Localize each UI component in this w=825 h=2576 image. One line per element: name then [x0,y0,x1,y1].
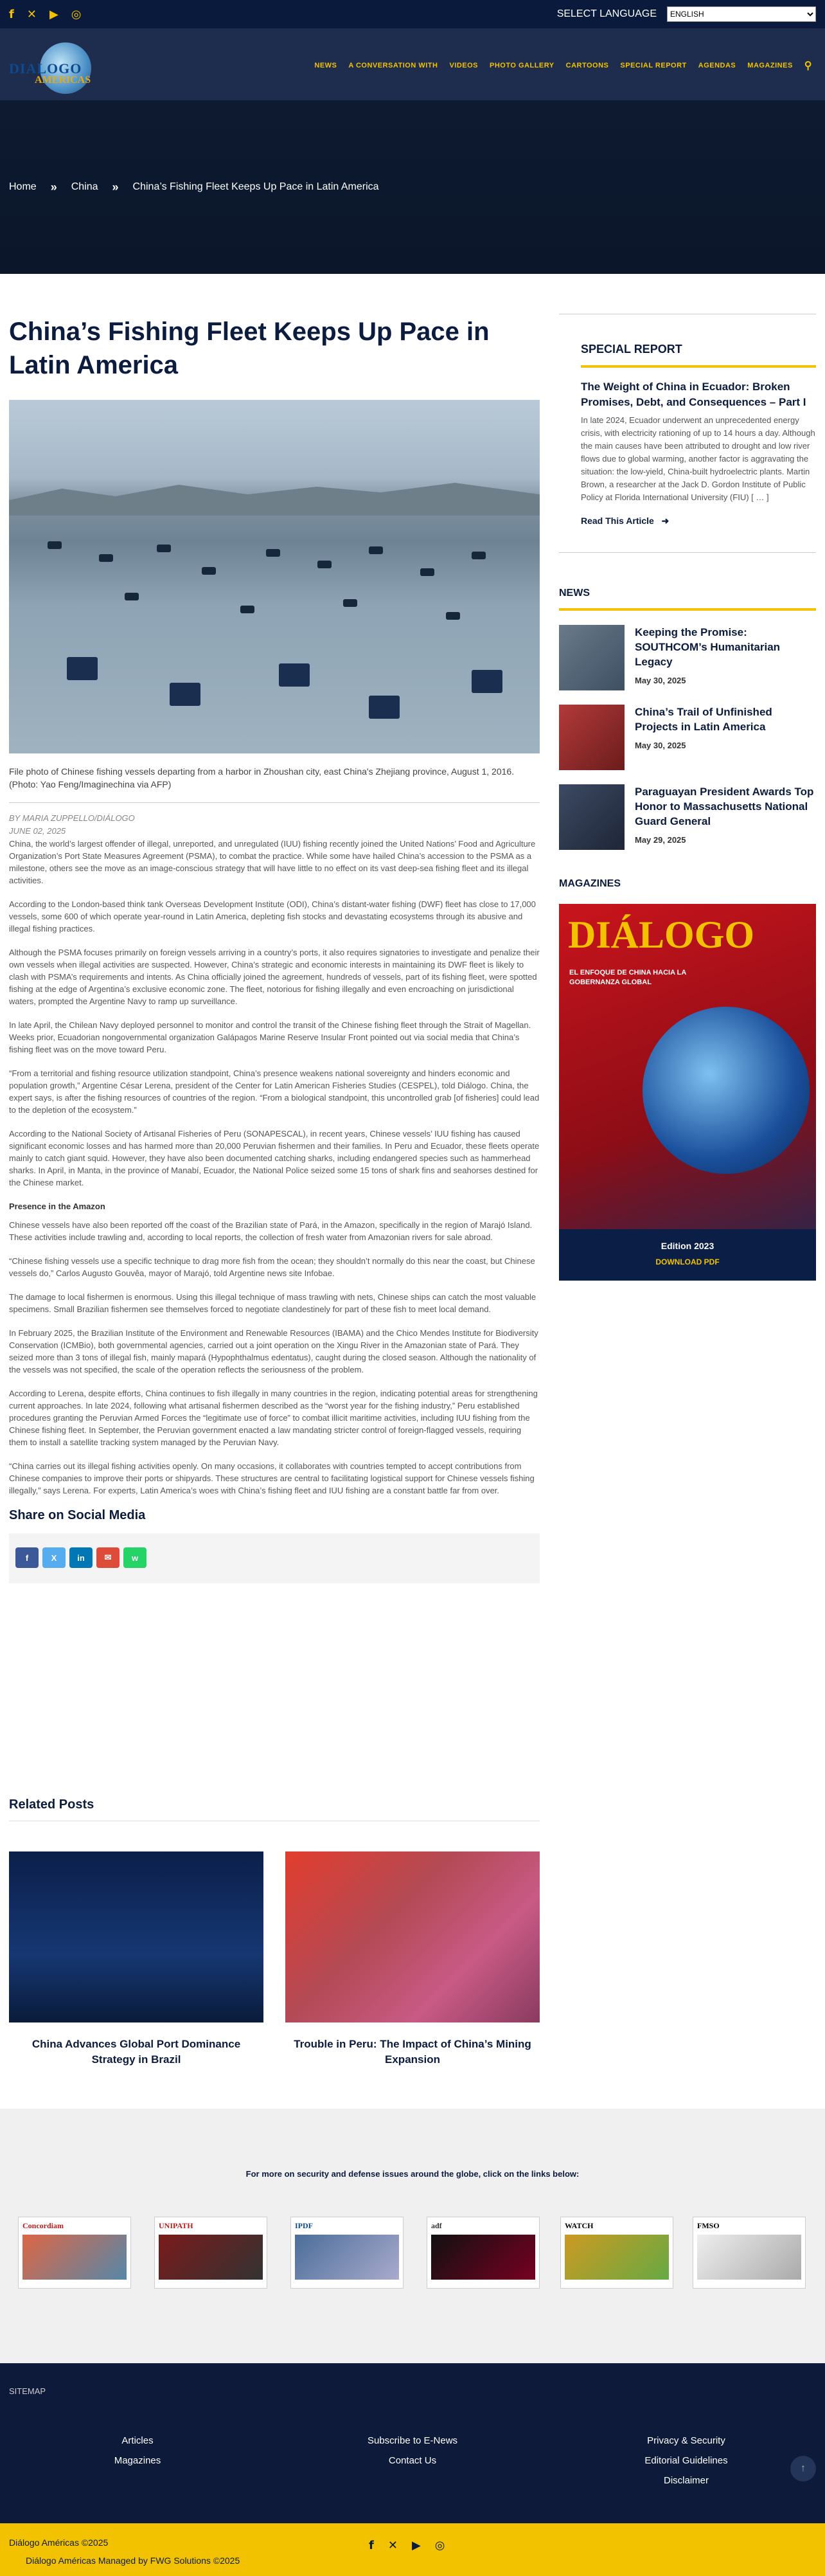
main-navbar [0,28,825,100]
related-post-title[interactable]: Trouble in Peru: The Impact of China’s Mining Expansion [294,2038,531,2066]
nav-item-photo-gallery[interactable]: PHOTO GALLERY [490,62,554,69]
news-date: May 29, 2025 [635,835,686,845]
breadcrumb [0,100,825,274]
special-report-heading: SPECIAL REPORT [581,343,682,356]
related-post[interactable] [285,1851,540,2067]
language-label: SELECT LANGUAGE [556,8,657,19]
footer-link-contact[interactable]: Contact Us [388,2455,437,2466]
chevron-right-icon: » [112,180,119,194]
back-to-top-icon[interactable]: ↑ [790,2456,816,2481]
footer-link-subscribe[interactable]: Subscribe to E-News [367,2435,458,2446]
globe-icon [643,1007,810,1174]
footer-link-privacy[interactable]: Privacy & Security [647,2435,725,2446]
bottom-bar [0,2523,825,2576]
divider [9,802,540,803]
logo-text-dialogo: DIALOGO [9,60,82,77]
magazine-cover[interactable] [559,904,816,1281]
special-report-summary: In late 2024, Ecuador underwent an unprecedented energy crisis, with electricity rationing of up to 14 hours a day. Although the main causes have been attributed to drought and low river flows due to global warming, another factor is aggravating the situation: the low-yield, China-built hydroelectric plants. Martin Brown, a researcher at the Jack D. Gordon Institute of Public Policy at Florida International University (FIU) [ … ] [581,415,815,502]
partner-logo[interactable]: Concordiam [18,2217,131,2289]
top-bar [0,0,825,28]
facebook-share-icon[interactable]: f [15,1547,39,1568]
breadcrumb-current: China’s Fishing Fleet Keeps Up Pace in Latin America [132,181,379,192]
sidebar [559,314,816,1281]
related-post-image[interactable] [9,1851,263,2022]
related-post-image[interactable] [285,1851,540,2022]
copyright: Diálogo Américas ©2025 [9,2537,109,2548]
paragraph: “From a territorial and fishing resource utilization standpoint, China’s presence weakens national sovereignty and hinders economic and population growth,” Argentine César Lerena, president of the Center for Latin American Fisheries Studies (CESPEL), told Diálogo. China, the expert says, is after the fishing resources of countries of the region. “From a biological standpoint, this uncontrolled grab [of fisheries] could lead to the depletion of the ecosystem.” [9,1068,540,1115]
partner-logo[interactable]: WATCH [560,2217,673,2289]
magazines-heading: MAGAZINES [559,878,621,889]
footer-link-articles[interactable]: Articles [121,2435,154,2446]
x-share-icon[interactable]: X [42,1547,66,1568]
logo-text-americas: AMERICAS [35,75,91,86]
paragraph: The damage to local fishermen is enormous. Using this illegal technique of mass trawling with nets, Chinese ships can catch the most valuable specimens. Small Brazilian fishermen see themselves forced to negotiate clandestinely for part of these fish to meet local demand. [9,1292,537,1314]
youtube-icon[interactable]: ▶ [411,2539,421,2552]
paragraph: According to the National Society of Artisanal Fisheries of Peru (SONAPESCAL), in recent years, Chinese vessels’ IUU fishing has caused significant economic losses and has harmed more than 20,000 Peruvian fishermen and their families. In Peru and Ecuador, these fleets operate mainly to catch giant squid. However, they have also been documented catching sharks, including endangered species such as hammerhead sharks. In April, in Manta, in the province of Manabí, Ecuador, the National Police seized some 15 tons of shark fins and seahorses destined for the Chinese market. [9,1129,540,1187]
social-links [9,8,82,21]
chevron-right-icon: » [50,180,57,194]
partner-logo[interactable]: UNIPATH [154,2217,267,2289]
news-title[interactable]: Keeping the Promise: SOUTHCOM’s Humanitarian Legacy [635,626,781,668]
paragraph: “China carries out its illegal fishing activities openly. On many occasions, it collaborates with countries tempted to accept contributions from Chinese companies to improve their ports or shipyards. These structures are central to facilitating logistical support for Chinese vessels fishing illegally,” says Lerena. For experts, Latin America’s woes with China’s fishing fleet and IUU fishing are a constant battle far from over. [9,1461,535,1495]
news-thumbnail[interactable] [559,784,625,850]
paragraph: In February 2025, the Brazilian Institute of the Environment and Renewable Resources (IBAMA) and the Chico Mendes Institute for Biodiversity Conservation (ICMBio), both governmental agencies, carried out a joint operation on the Xingu River in the Amazonian state of Pará. They seized more than 3 tons of illegal fish, mainly mapará (Hypophthalmus edentatus), caught during the closed season. Although the nationality of the vessels was not specified, the scale of the operation reflects the seriousness of the problem. [9,1328,538,1374]
footer-link-guidelines[interactable]: Editorial Guidelines [644,2455,728,2466]
paragraph: According to Lerena, despite efforts, China continues to fish illegally in many countries in the region, indicating potential areas for strengthening current approaches. In late 2024, following what artisanal fishermen described as the “worst year for the fishing industry,” Peru established procedures granting the Peruvian Armed Forces the “legitimate use of force” to combat illicit maritime activities, including IUU fishing from the Chinese fishing fleet. In September, the Peruvian government enacted a law mandating stricter control of foreign-flagged vessels, requiring them to install a satellite tracking system managed by the Peruvian Navy. [9,1389,538,1447]
facebook-icon[interactable]: f [369,2539,374,2552]
language-selector [557,6,816,22]
nav-item-videos[interactable]: VIDEOS [449,62,479,69]
magazine-edition: Edition 2023 [661,1241,714,1251]
footer-col-1 [73,2435,202,2466]
magazine-subtitle: EL ENFOQUE DE CHINA HACIA LA GOBERNANZA GLOBAL [569,969,686,986]
date: JUNE 02, 2025 [9,826,66,836]
news-item[interactable] [559,784,816,850]
partner-logo[interactable]: IPDF [290,2217,404,2289]
news-date: May 30, 2025 [635,676,686,685]
read-article-link[interactable]: Read This Article ➜ [581,516,670,526]
subheading: Presence in the Amazon [9,1202,105,1211]
paragraph: Although the PSMA focuses primarily on foreign vessels arriving in a country’s ports, it also requires signatories to investigate and penalize their own vessels when illegal activities are suspected. However, China’s strategic and economic interests in maintaining its DWF fleet is likely to clash with PSMA’s requirements and intents. As China officially joined the agreement, hundreds of vessels, part of its fishing fleet, were spotted fishing at the edge of Argentina’s exclusive economic zone. The fleet, notorious for fishing illegally and even encroaching on jurisdictional waters, prompted the Argentine Navy to ramp up surveillance. [9,948,540,1006]
language-select[interactable] [667,6,816,22]
partners-text: For more on security and defense issues around the globe, click on the links below: [245,2169,580,2179]
arrow-right-icon: ➜ [656,516,670,526]
site-logo[interactable] [9,41,138,93]
footer-social-links [369,2539,445,2552]
news-title[interactable]: Paraguayan President Awards Top Honor to Massachusetts National Guard General [635,786,814,827]
sitemap-heading: SITEMAP [9,2386,46,2396]
footer-col-2 [348,2435,477,2466]
related-posts-title: Related Posts [9,1797,94,1812]
magazine-title: DIÁLOGO [568,914,755,956]
page-title: China’s Fishing Fleet Keeps Up Pace in Latin America [9,318,490,379]
instagram-icon[interactable]: ◎ [71,7,82,21]
nav-item-news[interactable]: NEWS [314,62,337,69]
footer [0,2363,825,2523]
nav-item-conversation[interactable]: A CONVERSATION WITH [348,62,438,69]
footer-col-3 [622,2435,750,2486]
nav-item-special-report[interactable]: SPECIAL REPORT [620,62,687,69]
nav-item-cartoons[interactable]: CARTOONS [565,62,609,69]
managed-by: Diálogo Américas Managed by FWG Solutions ©2025 [26,2555,240,2566]
breadcrumb-china[interactable]: China [71,181,98,192]
partner-links [0,2109,825,2363]
related-post[interactable] [9,1851,263,2067]
nav-menu [314,59,812,72]
footer-link-disclaimer[interactable]: Disclaimer [663,2475,709,2486]
article [9,314,540,1583]
linkedin-share-icon[interactable]: in [69,1547,93,1568]
news-thumbnail[interactable] [559,705,625,770]
news-thumbnail[interactable] [559,625,625,690]
photo-caption: File photo of Chinese fishing vessels departing from a harbor in Zhoushan city, east China's Zhejiang province, August 1, 2016. (Photo: Yao Feng/Imaginechina via AFP) [9,766,515,789]
news-title[interactable]: China’s Trail of Unfinished Projects in Latin America [635,706,772,733]
partner-logo[interactable]: FMSO [693,2217,806,2289]
footer-link-magazines[interactable]: Magazines [114,2455,161,2466]
paragraph: China, the world’s largest offender of illegal, unreported, and unregulated (IUU) fishing recently joined the United Nations’ Food and Agriculture Organization’s Port State Measures Agreement (PSMA), to combat the practice. While some have hailed China’s accession to the PSMA as a milestone, others see the move as an image-conscious strategy that will have little to no effect on its vast deep-sea fishing fleet and its illegal activities. [9,839,536,885]
partner-logo[interactable]: adf [427,2217,540,2289]
magazine-footer [559,1229,816,1281]
share-buttons [9,1533,540,1583]
nav-item-agendas[interactable]: AGENDAS [698,62,736,69]
related-post-title[interactable]: China Advances Global Port Dominance Strategy in Brazil [31,2038,241,2066]
paragraph: In late April, the Chilean Navy deployed personnel to monitor and control the transit of the Chinese fishing fleet through the Strait of Magellan. Weeks prior, Ecuadorian nongovernmental organization Galápagos Marine Reserve Insular Front pointed out via social media that China’s fishing fleet was on the move toward Peru. [9,1020,531,1054]
search-icon[interactable]: ⚲ [804,60,812,71]
breadcrumb-home[interactable]: Home [9,181,37,192]
nav-item-magazines[interactable]: MAGAZINES [747,62,793,69]
special-report-title[interactable]: The Weight of China in Ecuador: Broken Promises, Debt, and Consequences – Part I [581,381,806,408]
whatsapp-share-icon[interactable]: w [123,1547,146,1568]
news-heading: NEWS [559,588,590,599]
x-icon[interactable]: ✕ [387,2539,398,2552]
news-date: May 30, 2025 [635,741,686,750]
youtube-icon[interactable]: ▶ [49,7,58,21]
news-item[interactable] [559,625,816,690]
paragraph: Chinese vessels have also been reported off the coast of the Brazilian state of Pará, in the Amazon, specifically in the region of Marajó Island. These activities include trawling and, according to local reports, the collection of fresh water from Amazonian rivers for sale abroad. [9,1220,533,1242]
instagram-icon[interactable]: ◎ [434,2539,445,2552]
article-photo [9,400,540,753]
paragraph: According to the London-based think tank Overseas Development Institute (ODI), China’s distant-water fishing (DWF) fleet has close to 17,000 vessels, some 600 of which operate year-round in Latin America, depleting fish stocks and devastating ecosystems through its abusive and illegal fishing practices. [9,899,536,933]
paragraph: “Chinese fishing vessels use a specific technique to drag more fish from the ocean; they shouldn’t normally do this near the coast, but Chinese vessels do,” Carlos Augusto Gouvêa, mayor of Marajó, told Argentine news site Infobae. [9,1256,535,1278]
x-icon[interactable]: ✕ [26,7,37,21]
email-share-icon[interactable]: ✉ [96,1547,120,1568]
download-pdf-link[interactable]: DOWNLOAD PDF [655,1257,720,1266]
author: BY MARIA ZUPPELLO/DIÁLOGO [9,813,135,823]
article-body [9,838,540,1497]
share-title: Share on Social Media [9,1508,146,1522]
news-item[interactable] [559,705,816,770]
facebook-icon[interactable]: f [9,7,14,21]
